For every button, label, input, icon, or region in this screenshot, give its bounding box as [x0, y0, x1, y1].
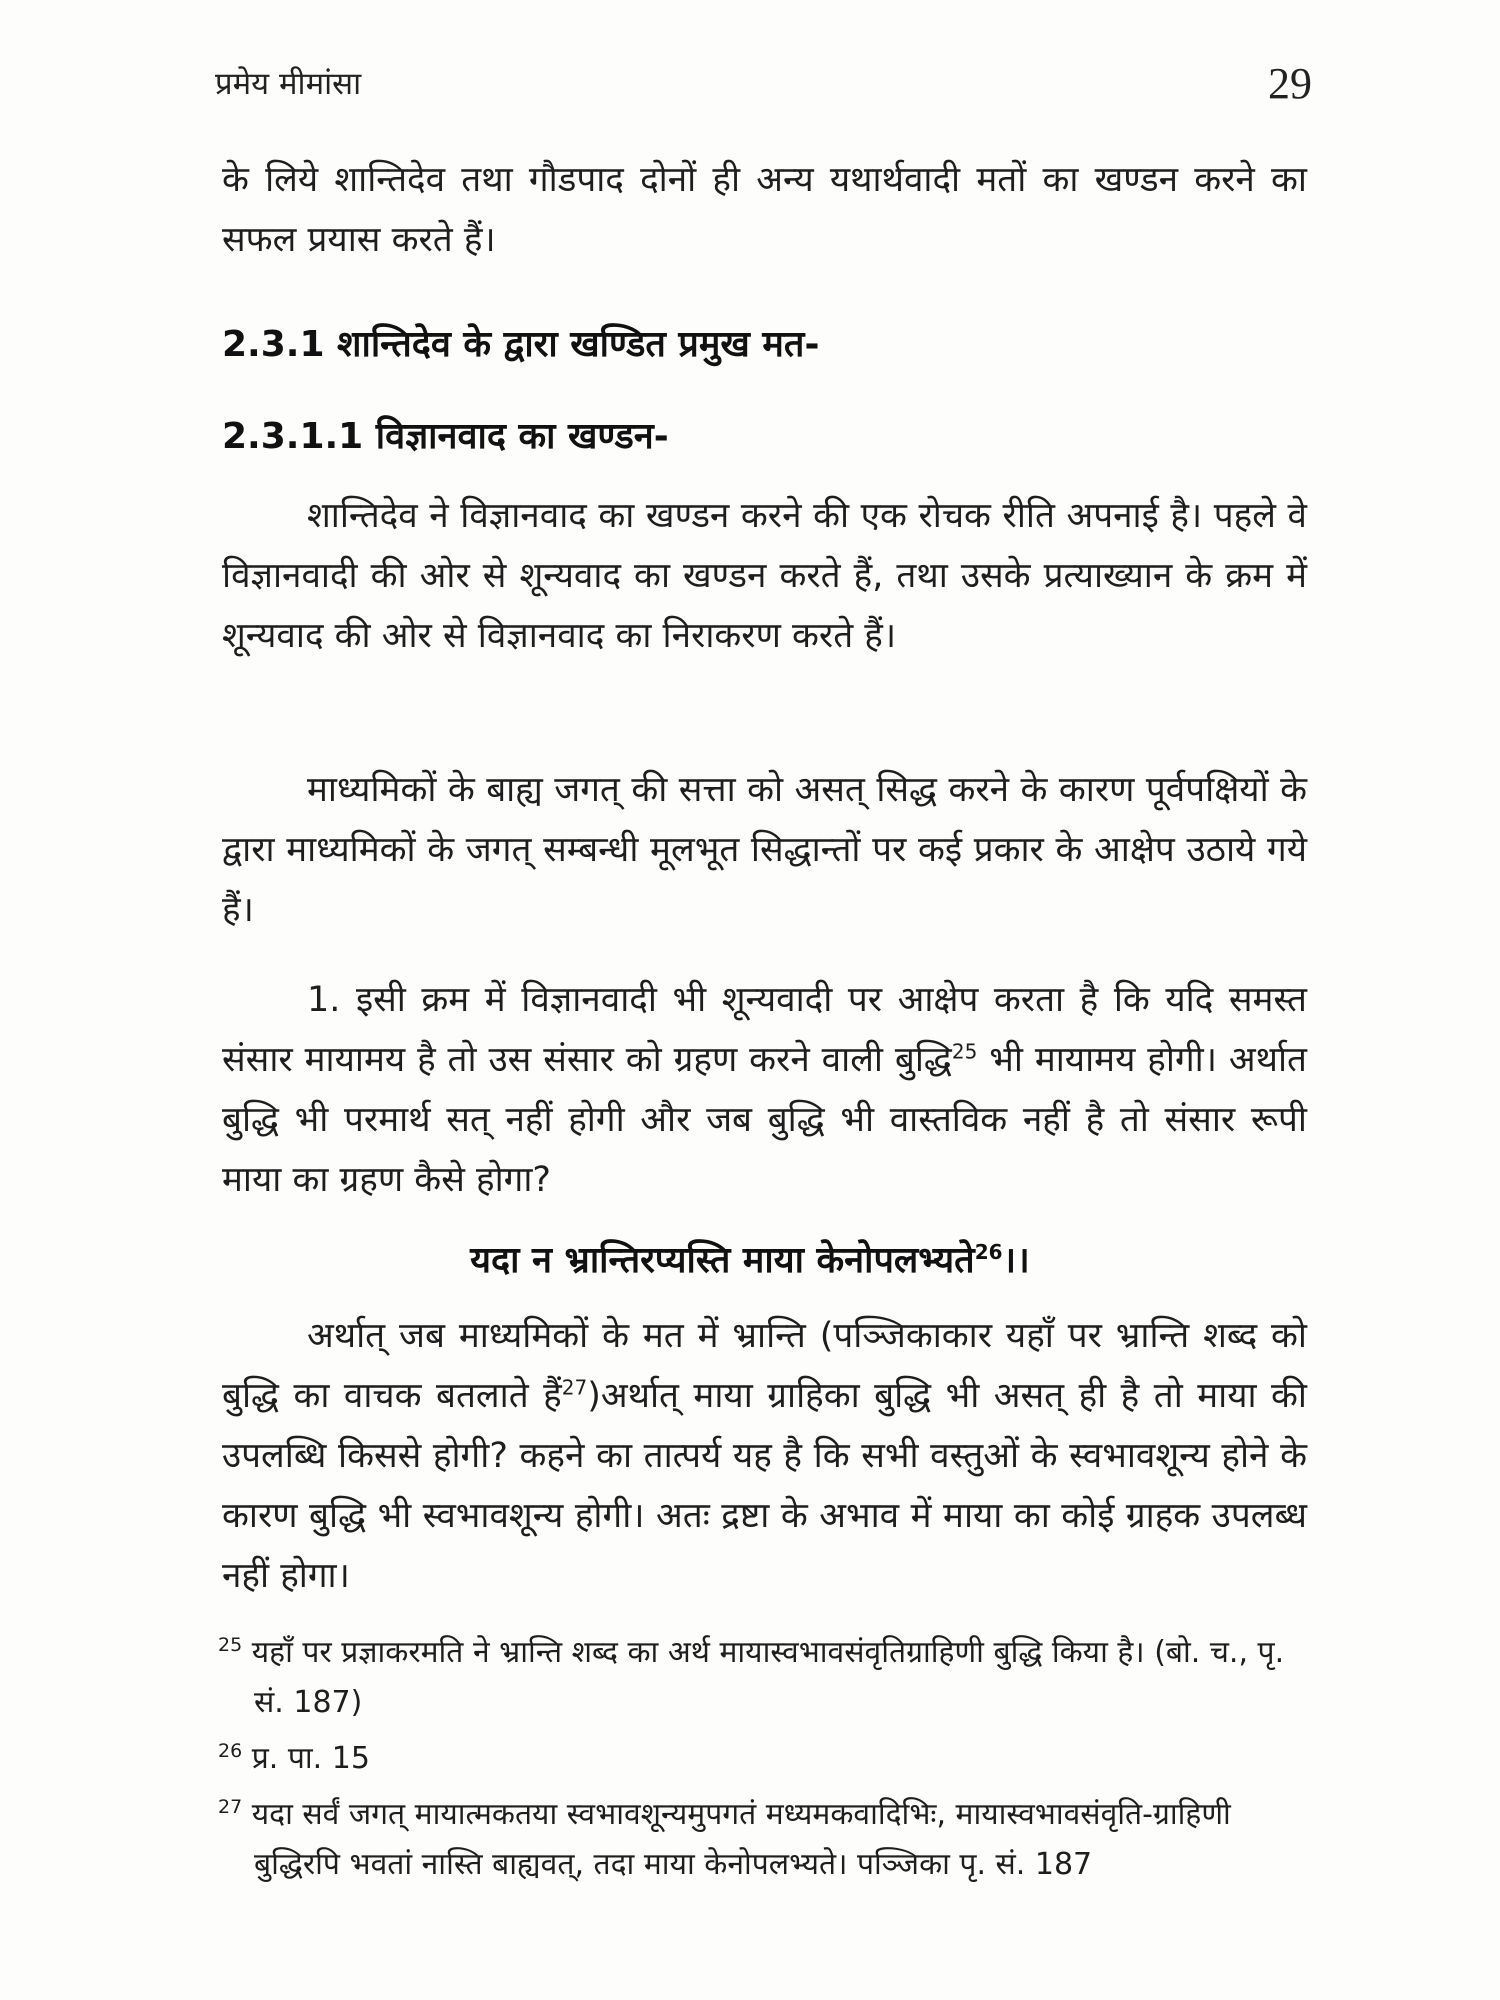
objection-text-a: 1. इसी क्रम में विज्ञानवादी भी शून्यवादी पर आक्षेप करता है कि यदि समस्त संसार मायामय है तो उस संसार को ग्रहण करने वाली बुद्धि [222, 980, 1307, 1080]
paragraph-block-2 [222, 760, 1307, 940]
explanation-text-b: )अर्थात् माया ग्राहिका बुद्धि भी असत् ही है तो माया की उपलब्धि किससे होगी? कहने का तात्पर्य यह है कि सभी वस्तुओं के स्वभावशून्य होने के कारण बुद्धि भी स्वभावशून्य होगी। अतः द्रष्टा के अभाव में माया का कोई ग्राहक उपलब्ध नहीं होगा। [222, 1376, 1307, 1596]
opening-paragraph [222, 150, 1307, 270]
verse-text: यदा न भ्रान्तिरप्यस्ति माया केनोपलभ्यते [470, 1240, 975, 1281]
explanation-text-a: अर्थात् जब माध्यमिकों के मत में भ्रान्ति (पञ्जिकाकार यहाँ पर भ्रान्ति शब्द को बुद्धि का वाचक बतलाते हैं [222, 1316, 1307, 1416]
paragraph-madhyamika-objections: माध्यमिकों के बाह्य जगत् की सत्ता को असत् सिद्ध करने के कारण पूर्वपक्षियों के द्वारा माध्यमिकों के जगत् सम्बन्धी मूलभूत सिद्धान्तों पर कई प्रकार के आक्षेप उठाये गये हैं। [222, 770, 1307, 930]
footnotes-section [218, 1628, 1313, 1896]
footnote-text: प्र. पा. 15 [251, 1741, 370, 1776]
footnote-text: यदा सर्वं जगत् मायात्मकतया स्वभावशून्यमुपगतं मध्यमकवादिभिः, मायास्वभावसंवृति-ग्राहिणी बुद्धिरपि भवतां नास्ति बाह्यवत्, तदा माया केनोपलभ्यते। पञ्जिका पृ. सं. 187 [251, 1797, 1231, 1882]
footnote-26 [218, 1734, 1313, 1784]
footnote-ref-26[interactable]: 26 [974, 1240, 1003, 1264]
footnote-ref-25[interactable]: 25 [951, 1039, 978, 1064]
verse-danda: ।। [1002, 1240, 1030, 1281]
footnote-27 [218, 1790, 1313, 1890]
running-head: प्रमेय मीमांसा [215, 66, 362, 102]
footnote-number: 26 [218, 1740, 243, 1762]
footnote-number: 27 [218, 1796, 243, 1818]
paragraph-block-3 [222, 970, 1307, 1210]
page-number: 29 [1268, 59, 1312, 108]
footnote-25 [218, 1628, 1313, 1728]
paragraph-block-1 [222, 486, 1307, 666]
paragraph-objection-1 [222, 970, 1307, 1210]
subsection-heading: 2.3.1.1 विज्ञानवाद का खण्डन- [222, 416, 669, 457]
footnote-ref-27[interactable]: 27 [561, 1375, 588, 1400]
objection-text-b: भी मायामय होगी। अर्थात बुद्धि भी परमार्थ सत् नहीं होगी और जब बुद्धि भी वास्तविक नहीं है तो संसार रूपी माया का ग्रहण कैसे होगा? [222, 1040, 1307, 1200]
paragraph-bhranti-explanation [222, 1306, 1307, 1606]
paragraph-vijnanavada-intro: शान्तिदेव ने विज्ञानवाद का खण्डन करने की एक रोचक रीति अपनाई है। पहले वे विज्ञानवादी की ओर से शून्यवाद का खण्डन करते हैं, तथा उसके प्रत्याख्यान के क्रम में शून्यवाद की ओर से विज्ञानवाद का निराकरण करते हैं। [222, 496, 1307, 656]
footnote-number: 25 [218, 1634, 243, 1656]
section-heading: 2.3.1 शान्तिदेव के द्वारा खण्डित प्रमुख मत- [222, 324, 820, 365]
verse-quote [0, 1234, 1500, 1283]
footnote-text: यहाँ पर प्रज्ञाकरमति ने भ्रान्ति शब्द का अर्थ मायास्वभावसंवृतिग्राहिणी बुद्धि किया है। (बो. च., पृ. सं. 187) [251, 1635, 1285, 1720]
paragraph-continued: के लिये शान्तिदेव तथा गौडपाद दोनों ही अन्य यथार्थवादी मतों का खण्डन करने का सफल प्रयास करते हैं। [222, 160, 1307, 260]
paragraph-block-4 [222, 1306, 1307, 1606]
